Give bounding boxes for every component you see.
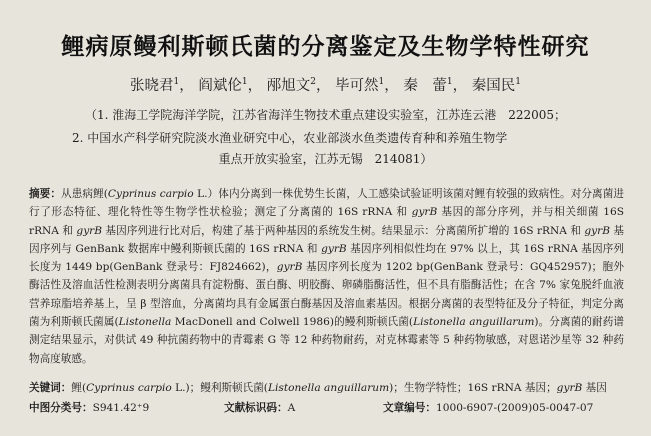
gene-name: gyrB — [584, 224, 610, 237]
abstract: 摘要：从患病鲤(Cyprinus carpio L.）体内分离到一株优势生长菌，人工感染试验证明该菌对鲤有较强的致病性。对分离菌进行了形态特征、理化特性等生物学性状检验；测定了分离菌的 16S rRNA 和 gyrB 基因的部分序列，并与相关细菌 16S rRNA 和 gyrB 基因序列进行比对后，构建了基于两种基因的系统发生树。结果显示：分离菌所扩增的 16S rRNA 和 gyrB 基因序列与 GenBank 数据库中鳗利斯顿氏菌的 16S rRNA 和 gyrB 基因序列相似性均在 97% 以上，其 16S rRNA 基因序列长度为 1449 bp(GenBank 登录号：FJ824662)，gyrB 基因序列长度为 1202 bp(GenBank 登录号：GQ452957)；胞外酶活性及溶血活性检测表明分离菌具有淀粉酶、蛋白酶、明胶酶、卵磷脂酶活性，但不具有脂酶活性；在含 7% 家兔脱纤血液营养琼脂培养基上，呈 β 型溶血，分离菌均具有金属蛋白酶基因及溶血素基因。根据分离菌的表型特征及分子特征，判定分离菌为利斯顿氏菌属(Listonella MacDonell and Colwell 1986)的鳗利斯顿氏菌(Listonella anguillarum)。分离菌的耐药谱测定结果显示，对供试 49 种抗菌药物中的青霉素 G 等 12 种药物耐药，对克林霉素等 5 种药物敏感，对恩诺沙星等 32 种药物高度敏感。 — [29, 188, 625, 365]
author: 张晓君$^1$ — [130, 77, 180, 94]
keywords-label: 关键词： — [29, 382, 72, 394]
gene-name: gyrB — [76, 224, 103, 237]
paper-title: 鲤病原鳗利斯顿氏菌的分离鉴定及生物学特性研究 — [61, 34, 590, 60]
author: 阎斌伦$^1$ — [198, 77, 248, 94]
gene-name: gyrB — [321, 242, 347, 255]
clc-number: 中图分类号：S941.42⁺9 — [29, 402, 150, 414]
species-name: Listonella anguillarum — [413, 316, 535, 329]
gene-name: gyrB — [411, 206, 438, 219]
genus-name: Listonella — [118, 316, 172, 329]
author: 秦 蕾$^1$ — [403, 77, 453, 94]
author: 邴旭文$^2$ — [266, 77, 316, 94]
keywords: 关键词：鲤(Cyprinus carpio L.)；鳗利斯顿氏菌(Listonella anguillarum)；生物学特性；16S rRNA 基因；gyrB 基因 — [29, 382, 607, 394]
author-list: 张晓君$^1$， 阎斌伦$^1$， 邴旭文$^2$， 毕可然$^1$， 秦 蕾$^1$， 秦国民$^1$ — [130, 77, 521, 94]
abstract-label: 摘要： — [29, 188, 62, 200]
affiliation-line-3: 重点开放实验室，江苏无锡 214081） — [218, 152, 433, 166]
author: 毕可然$^1$ — [335, 77, 385, 94]
species-name: Cyprinus carpio — [107, 188, 194, 200]
author: 秦国民$^1$ — [471, 77, 521, 94]
article-number: 文章编号：1000-6907-(2009)05-0047-07 — [383, 402, 594, 414]
affiliation-line-2: 2. 中国水产科学研究院淡水渔业研究中心，农业部淡水鱼类遗传育种和养殖生物学 — [72, 131, 508, 145]
gene-name: gyrB — [276, 261, 303, 274]
document-code: 文献标识码：A — [224, 402, 296, 414]
affiliation-line-1: （1. 淮海工学院海洋学院，江苏省海洋生物技术重点建设实验室，江苏连云港 222005； — [84, 108, 567, 122]
